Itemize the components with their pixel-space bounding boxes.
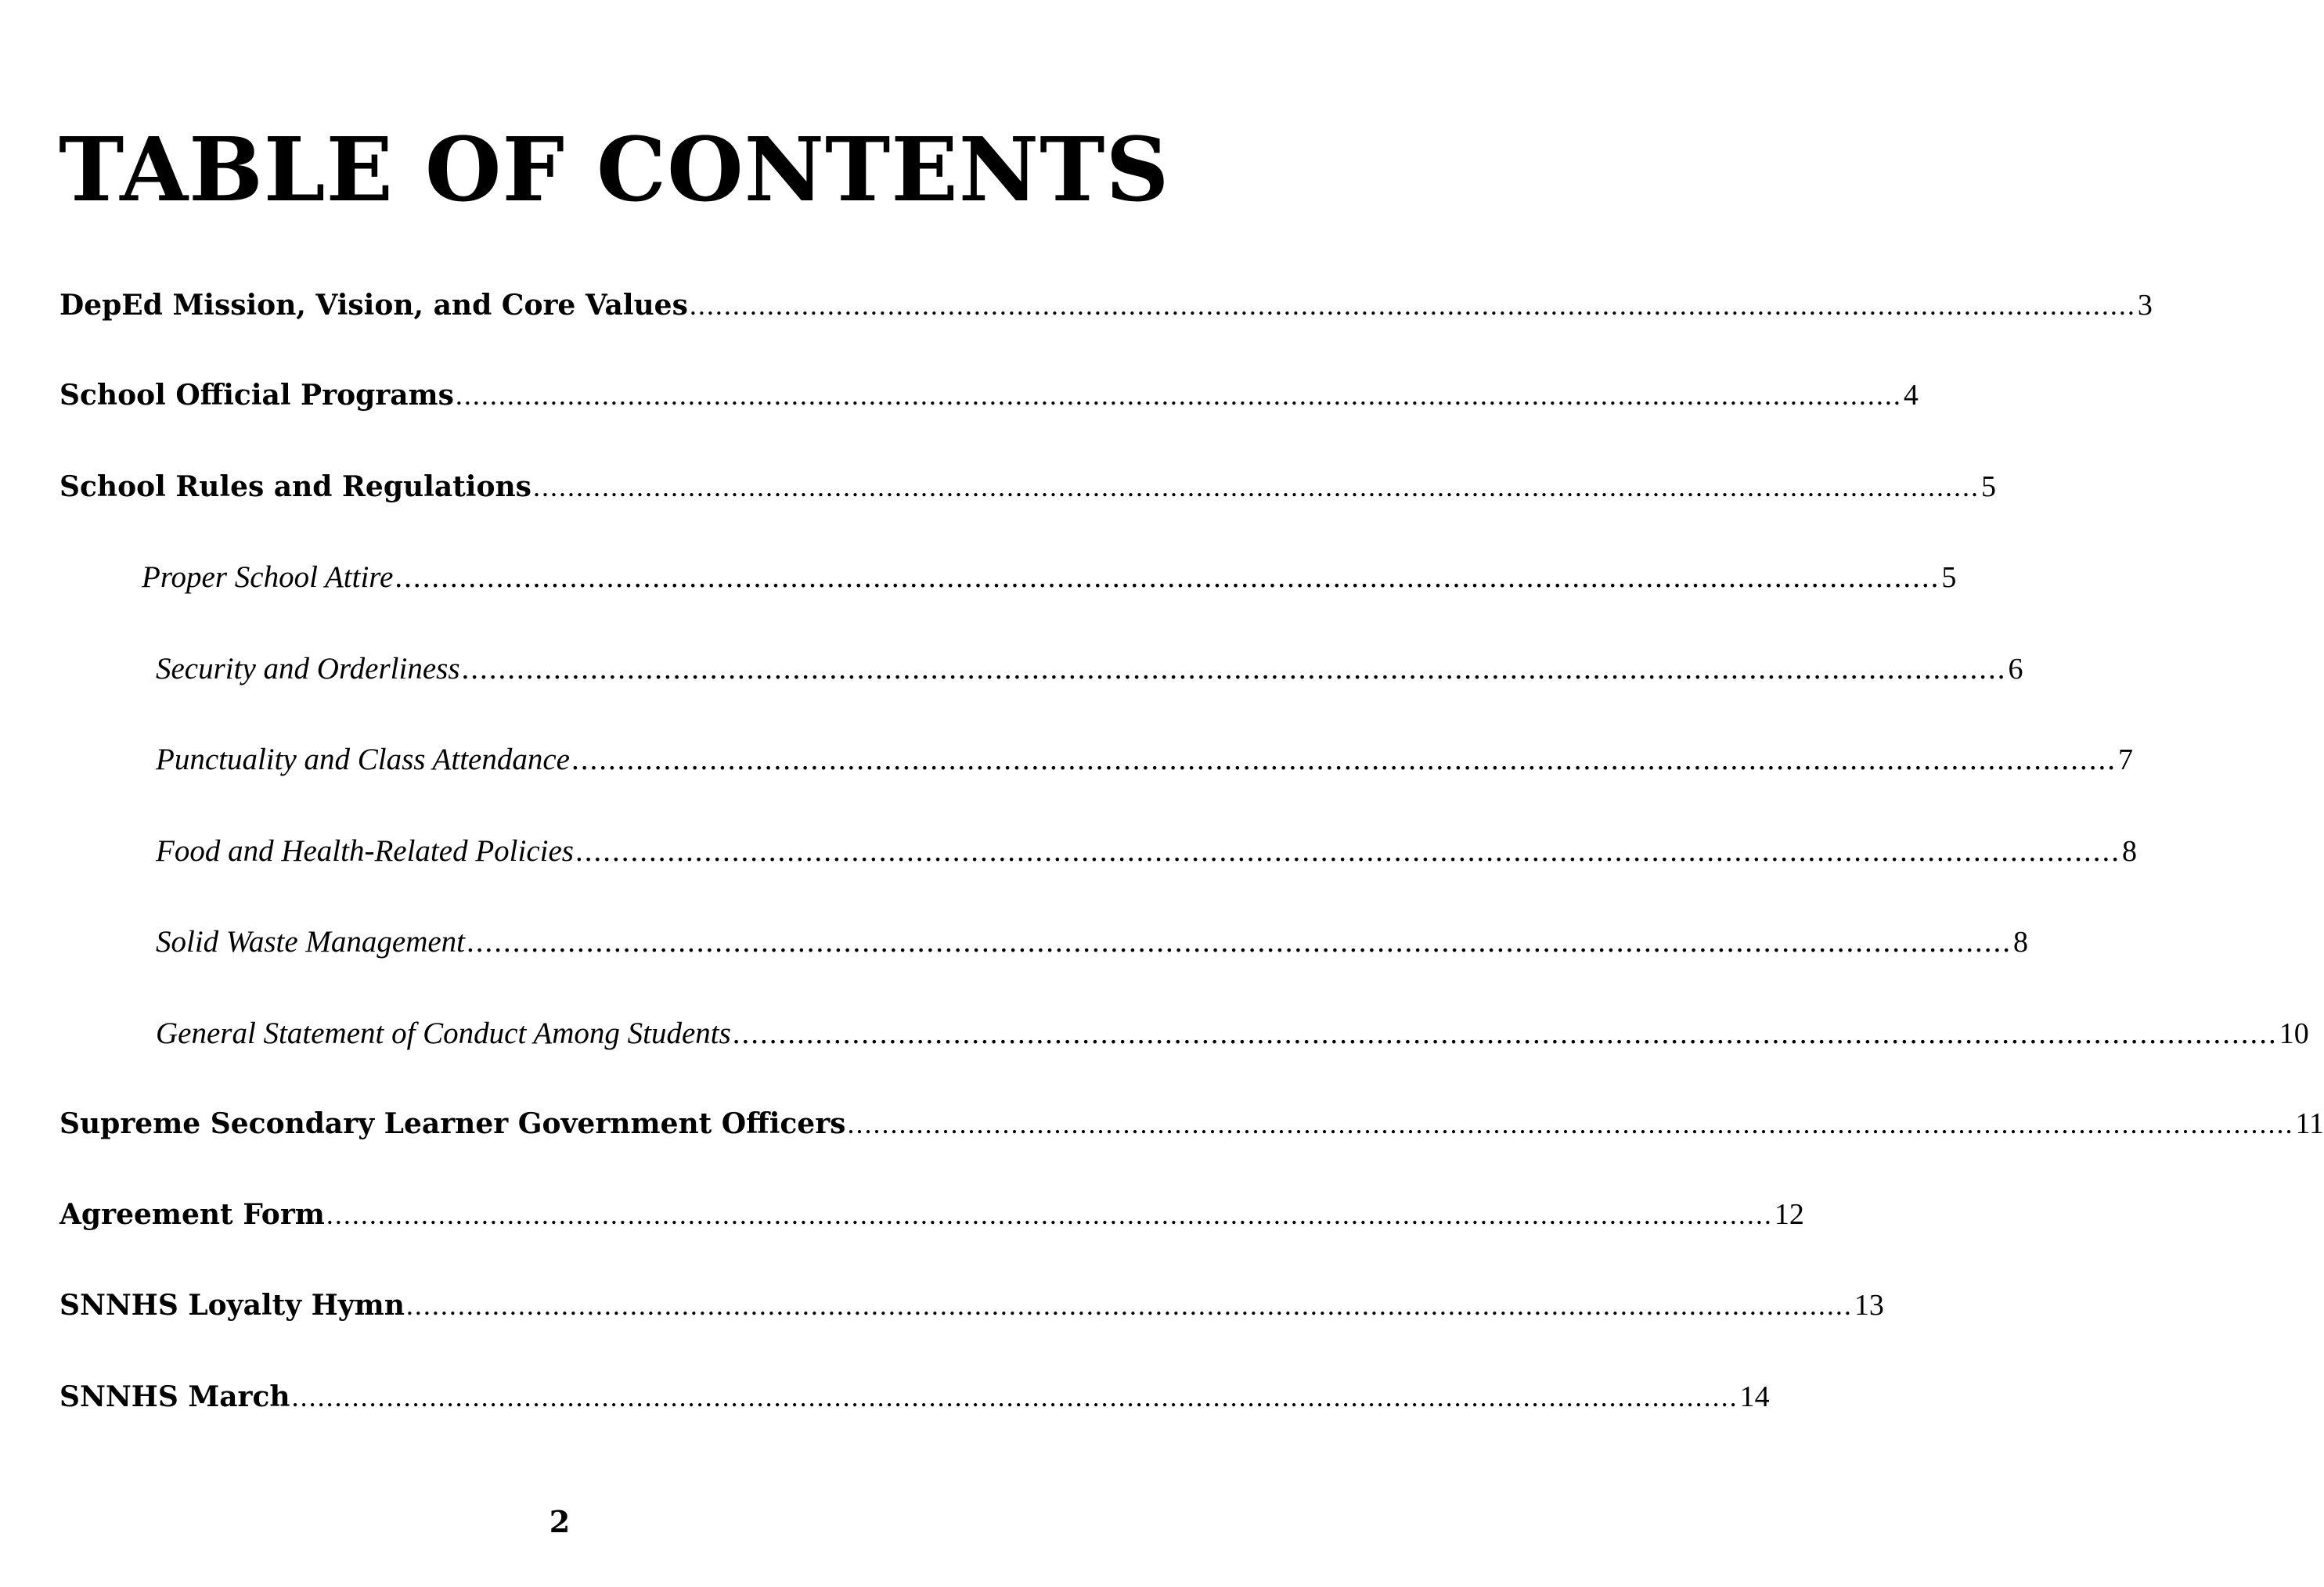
toc-entry-page: 8 — [2121, 835, 2137, 868]
toc-entry-label: Punctuality and Class Attendance — [156, 743, 570, 776]
toc-entry-label: Food and Health-Related Policies — [156, 834, 574, 868]
page-title: TABLE OF CONTENTS — [59, 119, 1170, 221]
toc-entry-label: Agreement Form — [59, 1198, 325, 1231]
leader-dots: ........................................................................................................................................................................ — [461, 652, 2007, 686]
toc-entry-label: Solid Waste Management — [156, 925, 466, 959]
toc-entry-label: SNNHS Loyalty Hymn — [59, 1289, 405, 1322]
leader-dots: ........................................................................................................................................................................ — [847, 1108, 2294, 1139]
leader-dots: ........................................................................................................................................................................ — [326, 1199, 1773, 1230]
leader-dots: ........................................................................................................................................................................ — [575, 834, 2120, 868]
toc-entry-page: 5 — [1941, 561, 1957, 594]
toc-entry-solid-waste[interactable] — [156, 923, 2029, 962]
leader-dots: ........................................................................................................................................................................ — [689, 290, 2136, 321]
toc-entry-punctuality-attendance[interactable] — [156, 740, 2133, 779]
leader-dots: ........................................................................................................................................................................ — [291, 1381, 1738, 1412]
toc-entry-label: Security and Orderliness — [156, 652, 460, 686]
toc-entry-official-programs[interactable] — [59, 376, 1919, 415]
toc-entry-page: 3 — [2137, 289, 2153, 322]
toc-entry-label: Proper School Attire — [142, 560, 394, 594]
leader-dots: ........................................................................................................................................................................ — [532, 471, 1980, 502]
leader-dots: ........................................................................................................................................................................ — [467, 925, 2012, 959]
toc-entry-ssl-government[interactable] — [59, 1104, 2324, 1143]
toc-entry-food-health[interactable] — [156, 832, 2137, 871]
toc-entry-page: 13 — [1854, 1289, 1884, 1322]
toc-entry-page: 5 — [1980, 470, 1996, 503]
toc-entry-agreement-form[interactable] — [59, 1195, 1804, 1234]
leader-dots: ........................................................................................................................................................................ — [732, 1017, 2278, 1050]
leader-dots: ........................................................................................................................................................................ — [405, 1290, 1853, 1321]
leader-dots: ........................................................................................................................................................................ — [395, 560, 1940, 594]
toc-entry-label: SNNHS March — [59, 1380, 290, 1413]
toc-entry-mission-vision[interactable] — [59, 286, 2153, 325]
page-number: 2 — [549, 1504, 571, 1539]
toc-entry-security-orderliness[interactable] — [156, 650, 2023, 689]
toc-entry-label: Supreme Secondary Learner Government Officers — [59, 1107, 846, 1140]
toc-entry-snnhs-march[interactable] — [59, 1377, 1770, 1416]
toc-entry-page: 11 — [2295, 1107, 2324, 1140]
toc-entry-loyalty-hymn[interactable] — [59, 1286, 1884, 1325]
leader-dots: ........................................................................................................................................................................ — [571, 743, 2117, 776]
toc-entry-label: DepEd Mission, Vision, and Core Values — [59, 289, 688, 322]
toc-entry-label: General Statement of Conduct Among Students — [156, 1017, 731, 1050]
toc-entry-rules-regulations[interactable] — [59, 467, 1996, 506]
toc-entry-page: 4 — [1903, 379, 1919, 412]
toc-entry-page: 14 — [1739, 1380, 1770, 1413]
toc-entry-page: 6 — [2008, 653, 2023, 686]
leader-dots: ........................................................................................................................................................................ — [455, 380, 1902, 411]
toc-entry-page: 7 — [2117, 743, 2133, 776]
toc-entry-page: 12 — [1774, 1198, 1804, 1231]
toc-entry-school-attire[interactable] — [142, 558, 1957, 597]
toc-entry-general-conduct[interactable] — [156, 1014, 2309, 1053]
toc-entry-label: School Rules and Regulations — [59, 470, 531, 503]
toc-entry-page: 10 — [2279, 1017, 2309, 1050]
toc-entry-page: 8 — [2013, 926, 2029, 959]
toc-entry-label: School Official Programs — [59, 379, 454, 412]
